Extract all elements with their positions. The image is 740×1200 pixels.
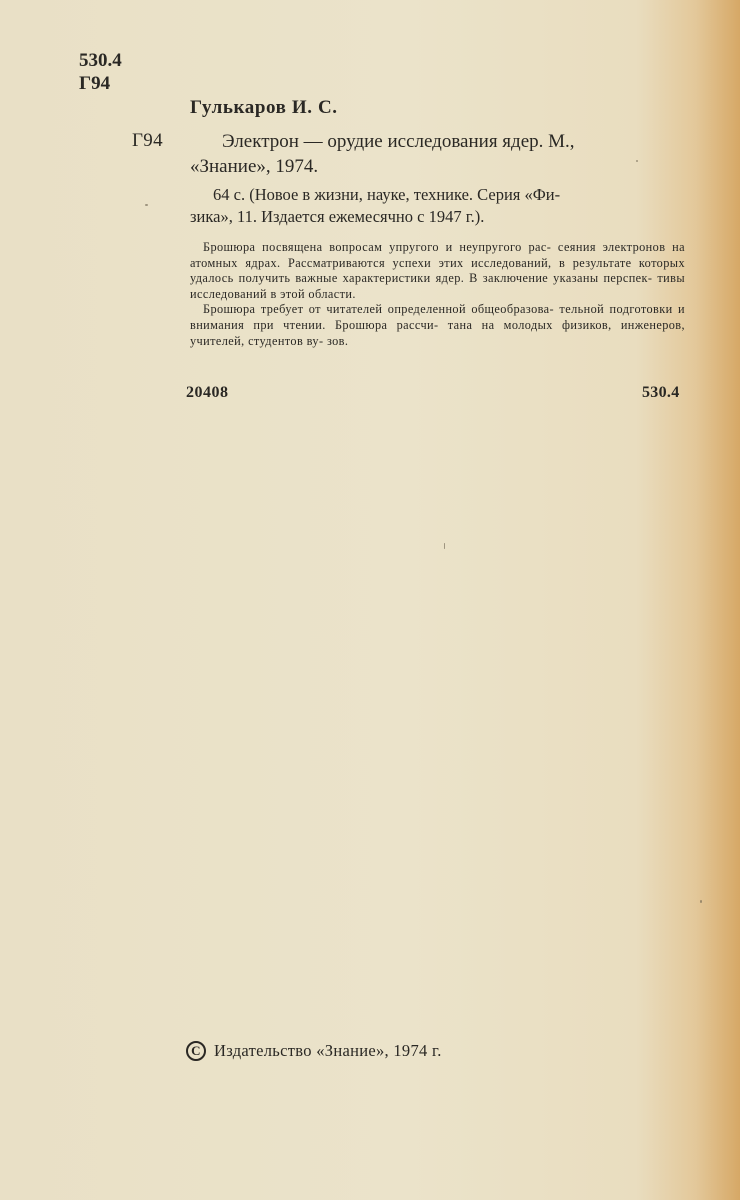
annotation bbox=[190, 240, 685, 349]
book-title bbox=[190, 129, 685, 179]
annotation-paragraph-2: Брошюра требует от читателей определенной общеобразова- тельной подготовки и внимания при чтении. Брошюра рассчи- тана на молодых физиков, инженеров, учителей, студентов ву- зов. bbox=[190, 302, 685, 348]
series-info bbox=[190, 184, 685, 228]
author-name: Гулькаров И. С. bbox=[190, 97, 338, 118]
paper-speck bbox=[700, 900, 702, 903]
paper-speck bbox=[444, 543, 445, 549]
order-number: 20408 bbox=[186, 384, 229, 401]
paper-speck bbox=[636, 160, 638, 162]
bbk-code: Г94 bbox=[79, 73, 111, 94]
udc-code: 530.4 bbox=[79, 50, 122, 71]
title-line-1: Электрон — орудие исследования ядер. М., bbox=[222, 131, 575, 152]
series-line-1: 64 с. (Новое в жизни, науке, технике. Серия «Фи- bbox=[213, 185, 561, 204]
title-line-2: «Знание», 1974. bbox=[190, 156, 319, 177]
annotation-paragraph-1: Брошюра посвящена вопросам упругого и неупругого рас- сеяния электронов на атомных ядрах. Рассматриваются успехи этих исследований, в результате которых удалось получить важные характеристики ядер. В заключение указаны перспек- тивы исследований в этой области. bbox=[190, 240, 685, 301]
author-sign-code: Г94 bbox=[132, 130, 163, 151]
classification-number: 530.4 bbox=[642, 384, 680, 401]
copyright-text: Издательство «Знание», 1974 г. bbox=[214, 1041, 442, 1060]
paper-speck bbox=[145, 204, 148, 206]
copyright-icon: С bbox=[186, 1041, 206, 1061]
copyright-line bbox=[186, 1040, 442, 1061]
series-line-2: зика», 11. Издается ежемесячно с 1947 г.). bbox=[190, 207, 485, 226]
